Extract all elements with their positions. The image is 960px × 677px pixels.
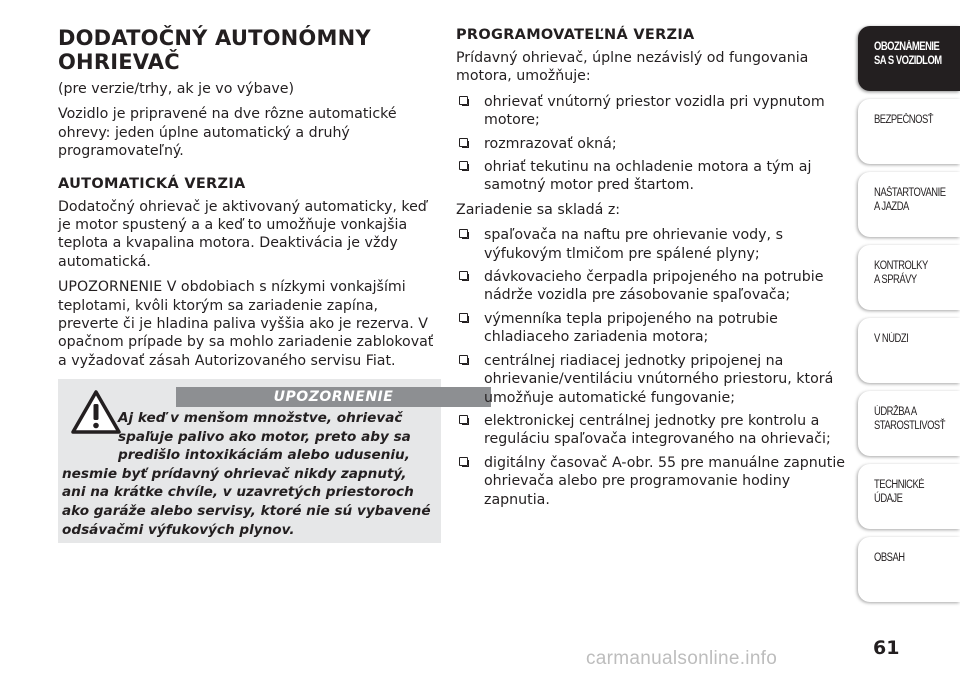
tab-label: OBOZNÁMENIE SA S VOZIDLOM xyxy=(874,41,942,67)
checkbox-bullet-icon xyxy=(459,96,468,105)
intro-note: (pre verzie/trhy, ak je vo výbave) xyxy=(58,81,295,97)
list-item: výmenníka tepla pripojeného na potrubie chladiaceho zariadenia motora; xyxy=(456,310,848,347)
right-column xyxy=(456,26,848,515)
list-item: dávkovacieho čerpadla pripojeného na potrubie nádrže vozidla pre zásobovanie spaľovača; xyxy=(456,268,848,305)
tab-bezpecnost[interactable] xyxy=(858,99,960,164)
list-item: ohrievať vnútorný priestor vozidla pri vypnutom motore; xyxy=(456,93,848,130)
component-list xyxy=(456,226,848,509)
warning-box xyxy=(58,379,441,543)
tab-label: BEZPEČNOSŤ xyxy=(874,114,934,126)
tab-technicke-udaje[interactable] xyxy=(858,464,960,529)
checkbox-bullet-icon xyxy=(459,355,468,364)
tab-oboznamenie[interactable] xyxy=(858,26,960,91)
intro-paragraph: Vozidlo je pripravené na dve rôzne automatické ohrevy: jeden úplne automatický a druhý programovateľný. xyxy=(58,106,397,160)
list-item: rozmrazovať okná; xyxy=(456,135,848,153)
tab-v-nudzi[interactable] xyxy=(858,318,960,383)
tab-label: KONTROLKY A SPRÁVY xyxy=(874,260,928,286)
tab-label: V NÚDZI xyxy=(874,333,909,345)
tab-nastartovanie[interactable] xyxy=(858,172,960,237)
left-column xyxy=(58,26,442,377)
tab-label: NAŠTARTOVANIE A JAZDA xyxy=(874,187,946,213)
automatic-version-text: Dodatočný ohrievač je aktivovaný automaticky, keď je motor spustený a a keď to umožňuje vonkajšia teplota a kvapalina motora. Deaktivácia je vždy automatická. xyxy=(58,198,427,270)
tab-label: TECHNICKÉ ÚDAJE xyxy=(874,479,925,505)
page-title: DODATOČNÝ AUTONÓMNY OHRIEVAČ xyxy=(58,26,371,74)
checkbox-bullet-icon xyxy=(459,161,468,170)
checkbox-bullet-icon xyxy=(459,457,468,466)
checkbox-bullet-icon xyxy=(459,229,468,238)
components-intro: Zariadenie sa skladá z: xyxy=(456,201,621,218)
list-item: spaľovača na naftu pre ohrievanie vody, s výfukovým tlmičom pre spálené plyny; xyxy=(456,226,848,263)
function-list xyxy=(456,93,848,195)
tab-obsah[interactable] xyxy=(858,537,960,602)
programmable-intro: Prídavný ohrievač, úplne nezávislý od fungovania motora, umožňuje: xyxy=(456,50,809,85)
checkbox-bullet-icon xyxy=(459,138,468,147)
page-number: 61 xyxy=(873,637,900,659)
checkbox-bullet-icon xyxy=(459,415,468,424)
checkbox-bullet-icon xyxy=(459,313,468,322)
list-item: centrálnej riadiacej jednotky pripojenej na ohrievanie/ventiláciu vnútorného priestoru, ktorá umožňuje automatické fungovanie; xyxy=(456,352,848,407)
automatic-version-warning: UPOZORNENIE V obdobiach s nízkymi vonkajšími teplotami, kvôli ktorým sa zariadenie zapína, preverte či je hladina paliva vyššia ako je rezerva. V opačnom prípade by sa mohlo zariadenie zablokovať a vyžadovať zásah Autorizovaného servisu Fiat. xyxy=(58,279,434,369)
list-item: digitálny časovač A-obr. 55 pre manuálne zapnutie ohrievača alebo pre programovanie hodiny zapnutia. xyxy=(456,454,848,509)
watermark: carmanualsonline.info xyxy=(586,648,778,669)
list-item: ohriať tekutinu na ochladenie motora a tým aj samotný motor pred štartom. xyxy=(456,158,848,195)
automatic-version-heading: AUTOMATICKÁ VERZIA xyxy=(58,175,246,192)
section-tabs xyxy=(858,26,960,610)
checkbox-bullet-icon xyxy=(459,271,468,280)
warning-text-block xyxy=(62,409,432,539)
tab-label: ÚDRŽBA A STAROSTLIVOSŤ xyxy=(874,406,945,432)
warning-header: UPOZORNENIE xyxy=(176,387,491,407)
tab-label: OBSAH xyxy=(874,552,905,564)
warning-text: Aj keď v menšom množstve, ohrievač spaľuje palivo ako motor, preto aby sa predišlo intoxikáciám alebo uduseniu, nesmie byť prídavný ohrievač nikdy zapnutý, ani na krátke chvíle, v uzavretých priestoroch ako garáže alebo servisy, ktoré nie sú vybavené odsávačmi výfukových plynov. xyxy=(62,410,431,538)
tab-udrzba[interactable] xyxy=(858,391,960,456)
programmable-version-heading: PROGRAMOVATEĽNÁ VERZIA xyxy=(456,27,695,43)
list-item: elektronickej centrálnej jednotky pre kontrolu a reguláciu spaľovača integrovaného na ohrievači; xyxy=(456,412,848,449)
tab-kontrolky[interactable] xyxy=(858,245,960,310)
